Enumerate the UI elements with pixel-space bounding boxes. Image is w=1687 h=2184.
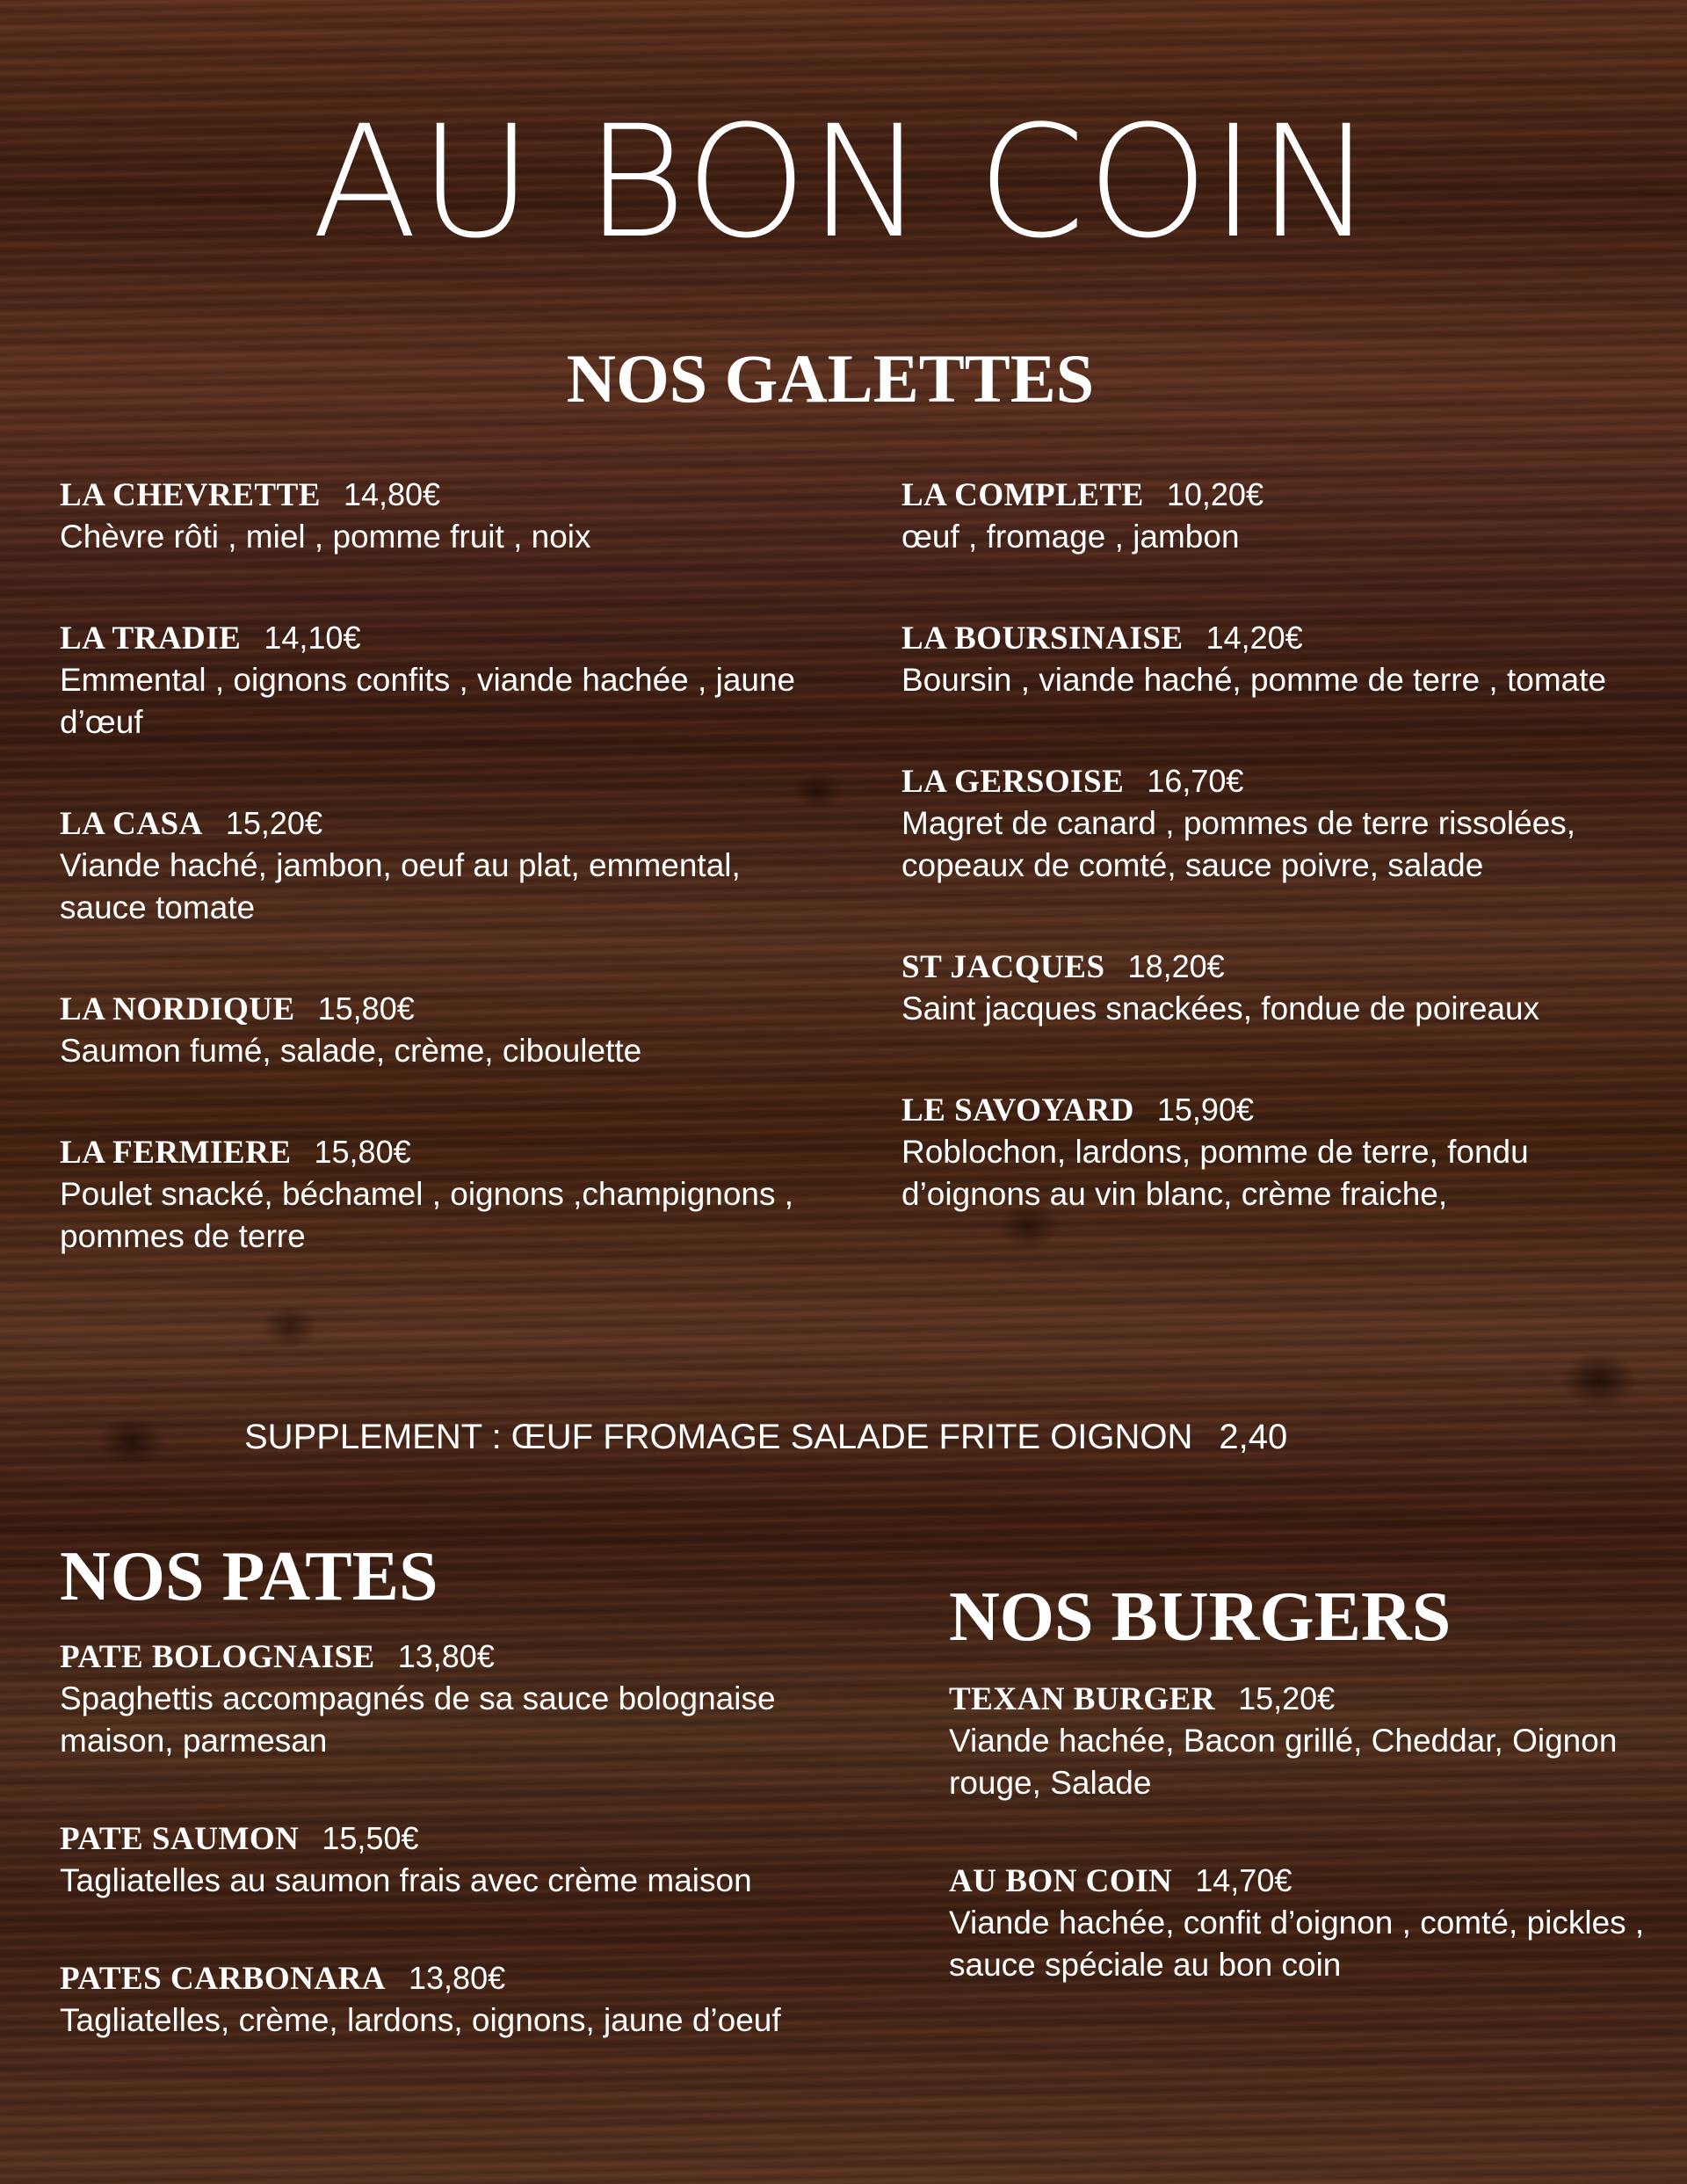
menu-item-la-boursinaise: [901, 618, 1675, 701]
item-description: Viande hachée, Bacon grillé, Cheddar, Oignon rouge, Salade: [949, 1723, 1618, 1801]
item-description: Boursin , viande haché, pomme de terre , tomate: [901, 662, 1607, 698]
item-name: PATE SAUMON: [60, 1821, 300, 1857]
galettes-left-column: [60, 475, 824, 1258]
item-name: PATE BOLOGNAISE: [60, 1639, 375, 1675]
item-name: TEXAN BURGER: [949, 1681, 1216, 1717]
supplement-price: 2,40: [1219, 1418, 1288, 1456]
item-description: Roblochon, lardons, pomme de terre, fondu d’oignons au vin blanc, crème fraiche,: [901, 1134, 1529, 1212]
item-price: 14,70€: [1195, 1862, 1292, 1898]
item-price: 15,20€: [225, 805, 322, 841]
menu-item-la-complete: [901, 475, 1675, 558]
item-price: 18,20€: [1127, 948, 1225, 984]
item-name: LA CASA: [60, 806, 203, 842]
pates-column: [60, 1636, 815, 2042]
menu-item-la-chevrette: [60, 475, 824, 558]
menu-item-pates-carbonara: [60, 1958, 815, 2042]
menu-item-st-jacques: [901, 947, 1675, 1030]
menu-item-le-savoyard: [901, 1090, 1675, 1215]
item-name: LA NORDIQUE: [60, 991, 295, 1027]
item-name: LA TRADIE: [60, 620, 242, 657]
menu-item-la-fermiere: [60, 1132, 824, 1258]
galettes-section-title: NOS GALETTES: [566, 340, 1095, 417]
item-price: 15,90€: [1156, 1092, 1254, 1128]
item-description: œuf , fromage , jambon: [901, 519, 1240, 555]
item-price: 16,70€: [1147, 763, 1244, 799]
burgers-column: [949, 1679, 1652, 1986]
burgers-section-title: NOS BURGERS: [949, 1578, 1452, 1656]
item-description: Saint jacques snackées, fondue de poireaux: [901, 990, 1540, 1027]
item-description: Chèvre rôti , miel , pomme fruit , noix: [60, 519, 591, 555]
menu-item-pate-bolognaise: [60, 1636, 815, 1762]
item-name: LA CHEVRETTE: [60, 477, 321, 513]
item-name: ST JACQUES: [901, 949, 1105, 985]
item-price: 13,80€: [409, 1960, 506, 1996]
menu-item-la-casa: [60, 803, 824, 929]
item-description: Emmental , oignons confits , viande hachée , jaune d’œuf: [60, 662, 796, 740]
menu-item-au-bon-coin-burger: [949, 1861, 1652, 1986]
item-price: 13,80€: [397, 1638, 495, 1674]
item-description: Tagliatelles, crème, lardons, oignons, jaune d’oeuf: [60, 2002, 781, 2038]
item-description: Viande haché, jambon, oeuf au plat, emmental, sauce tomate: [60, 847, 741, 925]
item-price: 14,10€: [264, 620, 361, 656]
item-description: Tagliatelles au saumon frais avec crème maison: [60, 1862, 752, 1898]
item-price: 10,20€: [1166, 476, 1263, 512]
galettes-right-column: [901, 475, 1675, 1215]
item-name: PATES CARBONARA: [60, 1961, 387, 1997]
item-price: 15,20€: [1238, 1680, 1336, 1716]
item-description: Spaghettis accompagnés de sa sauce bolognaise maison, parmesan: [60, 1680, 776, 1759]
menu-item-la-tradie: [60, 618, 824, 744]
item-name: LA BOURSINAISE: [901, 620, 1184, 657]
item-price: 15,50€: [322, 1820, 419, 1856]
restaurant-title: AU BON COIN: [311, 92, 1376, 272]
menu-item-la-gersoise: [901, 761, 1675, 887]
item-description: Magret de canard , pommes de terre rissolées, copeaux de comté, sauce poivre, salade: [901, 805, 1576, 883]
pates-section-title: NOS PATES: [60, 1538, 438, 1615]
item-description: Viande hachée, confit d’oignon , comté, pickles , sauce spéciale au bon coin: [949, 1905, 1645, 1983]
supplement-line: [244, 1415, 1287, 1459]
item-name: LE SAVOYARD: [901, 1092, 1134, 1128]
item-price: 15,80€: [314, 1134, 411, 1170]
item-price: 14,20€: [1206, 620, 1303, 656]
menu-item-texan-burger: [949, 1679, 1652, 1804]
item-name: LA GERSOISE: [901, 764, 1125, 800]
item-price: 14,80€: [343, 476, 441, 512]
supplement-label: SUPPLEMENT : ŒUF FROMAGE SALADE FRITE OIGNON: [244, 1418, 1193, 1456]
item-description: Saumon fumé, salade, crème, ciboulette: [60, 1033, 642, 1069]
item-name: LA FERMIERE: [60, 1135, 292, 1171]
menu-item-la-nordique: [60, 989, 824, 1072]
item-name: AU BON COIN: [949, 1863, 1173, 1899]
item-name: LA COMPLETE: [901, 477, 1144, 513]
item-price: 15,80€: [317, 990, 415, 1027]
item-description: Poulet snacké, béchamel , oignons ,champignons , pommes de terre: [60, 1176, 794, 1254]
menu-item-pate-saumon: [60, 1818, 815, 1902]
